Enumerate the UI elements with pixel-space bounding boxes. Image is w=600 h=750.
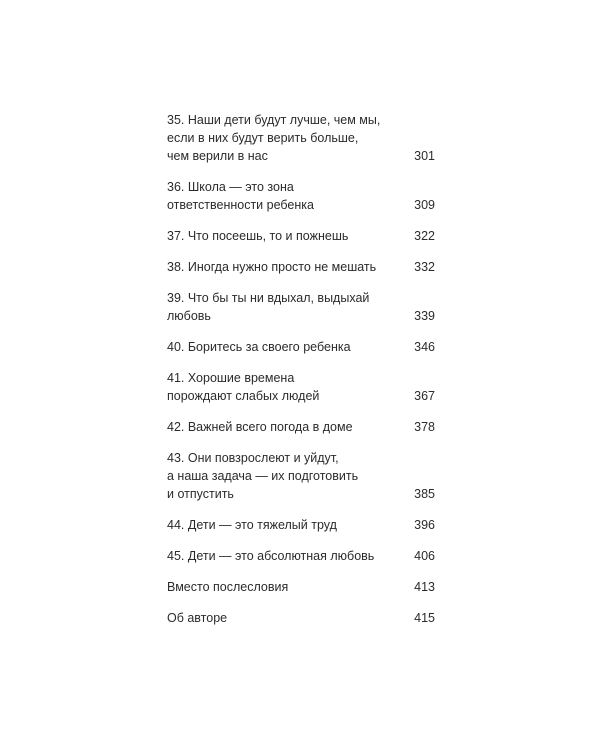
toc-entry xyxy=(167,418,435,436)
toc-entry-title: 43. Они повзрослеют и уйдут, а наша задача — их подготовить и отпустить xyxy=(167,451,359,501)
toc-entry xyxy=(167,289,435,325)
toc-entry xyxy=(167,111,435,165)
toc-entry-page: 346 xyxy=(414,340,435,354)
toc-entry-page: 301 xyxy=(414,149,435,163)
toc-entry xyxy=(167,578,435,596)
toc-entry-title: 38. Иногда нужно просто не мешать xyxy=(167,260,377,274)
toc-entry-page: 332 xyxy=(414,260,435,274)
toc-entry-page: 406 xyxy=(414,549,435,563)
toc-entry xyxy=(167,258,435,276)
toc-entry-page: 339 xyxy=(414,309,435,323)
toc-entry-page: 413 xyxy=(414,580,435,594)
toc-entry xyxy=(167,338,435,356)
toc-entry-page: 309 xyxy=(414,198,435,212)
toc-entry-title: 40. Боритесь за своего ребенка xyxy=(167,340,351,354)
toc-entry-title: 45. Дети — это абсолютная любовь xyxy=(167,549,375,563)
toc-entry-page: 378 xyxy=(414,420,435,434)
toc-entry-title: 41. Хорошие времена порождают слабых людей xyxy=(167,371,320,403)
toc-entry xyxy=(167,369,435,405)
toc-entry xyxy=(167,449,435,503)
toc-entry-title: 35. Наши дети будут лучше, чем мы, если в них будут верить больше, чем верили в нас xyxy=(167,113,381,163)
toc-entry xyxy=(167,178,435,214)
toc-entry-page: 385 xyxy=(414,487,435,501)
toc-entry-title: 37. Что посеешь, то и пожнешь xyxy=(167,229,349,243)
toc-entry xyxy=(167,547,435,565)
toc-entry-page: 396 xyxy=(414,518,435,532)
toc-entry-title: Вместо послесловия xyxy=(167,580,289,594)
toc-entry-title: Об авторе xyxy=(167,611,228,625)
toc-entry-title: 44. Дети — это тяжелый труд xyxy=(167,518,337,532)
toc-entry-page: 322 xyxy=(414,229,435,243)
table-of-contents xyxy=(167,111,435,640)
toc-entry-title: 42. Важней всего погода в доме xyxy=(167,420,353,434)
toc-entry xyxy=(167,227,435,245)
toc-entry-page: 415 xyxy=(414,611,435,625)
toc-entry-title: 39. Что бы ты ни вдыхал, выдыхай любовь xyxy=(167,291,370,323)
toc-entry-title: 36. Школа — это зона ответственности ребенка xyxy=(167,180,314,212)
toc-entry-page: 367 xyxy=(414,389,435,403)
toc-entry xyxy=(167,609,435,627)
toc-entry xyxy=(167,516,435,534)
